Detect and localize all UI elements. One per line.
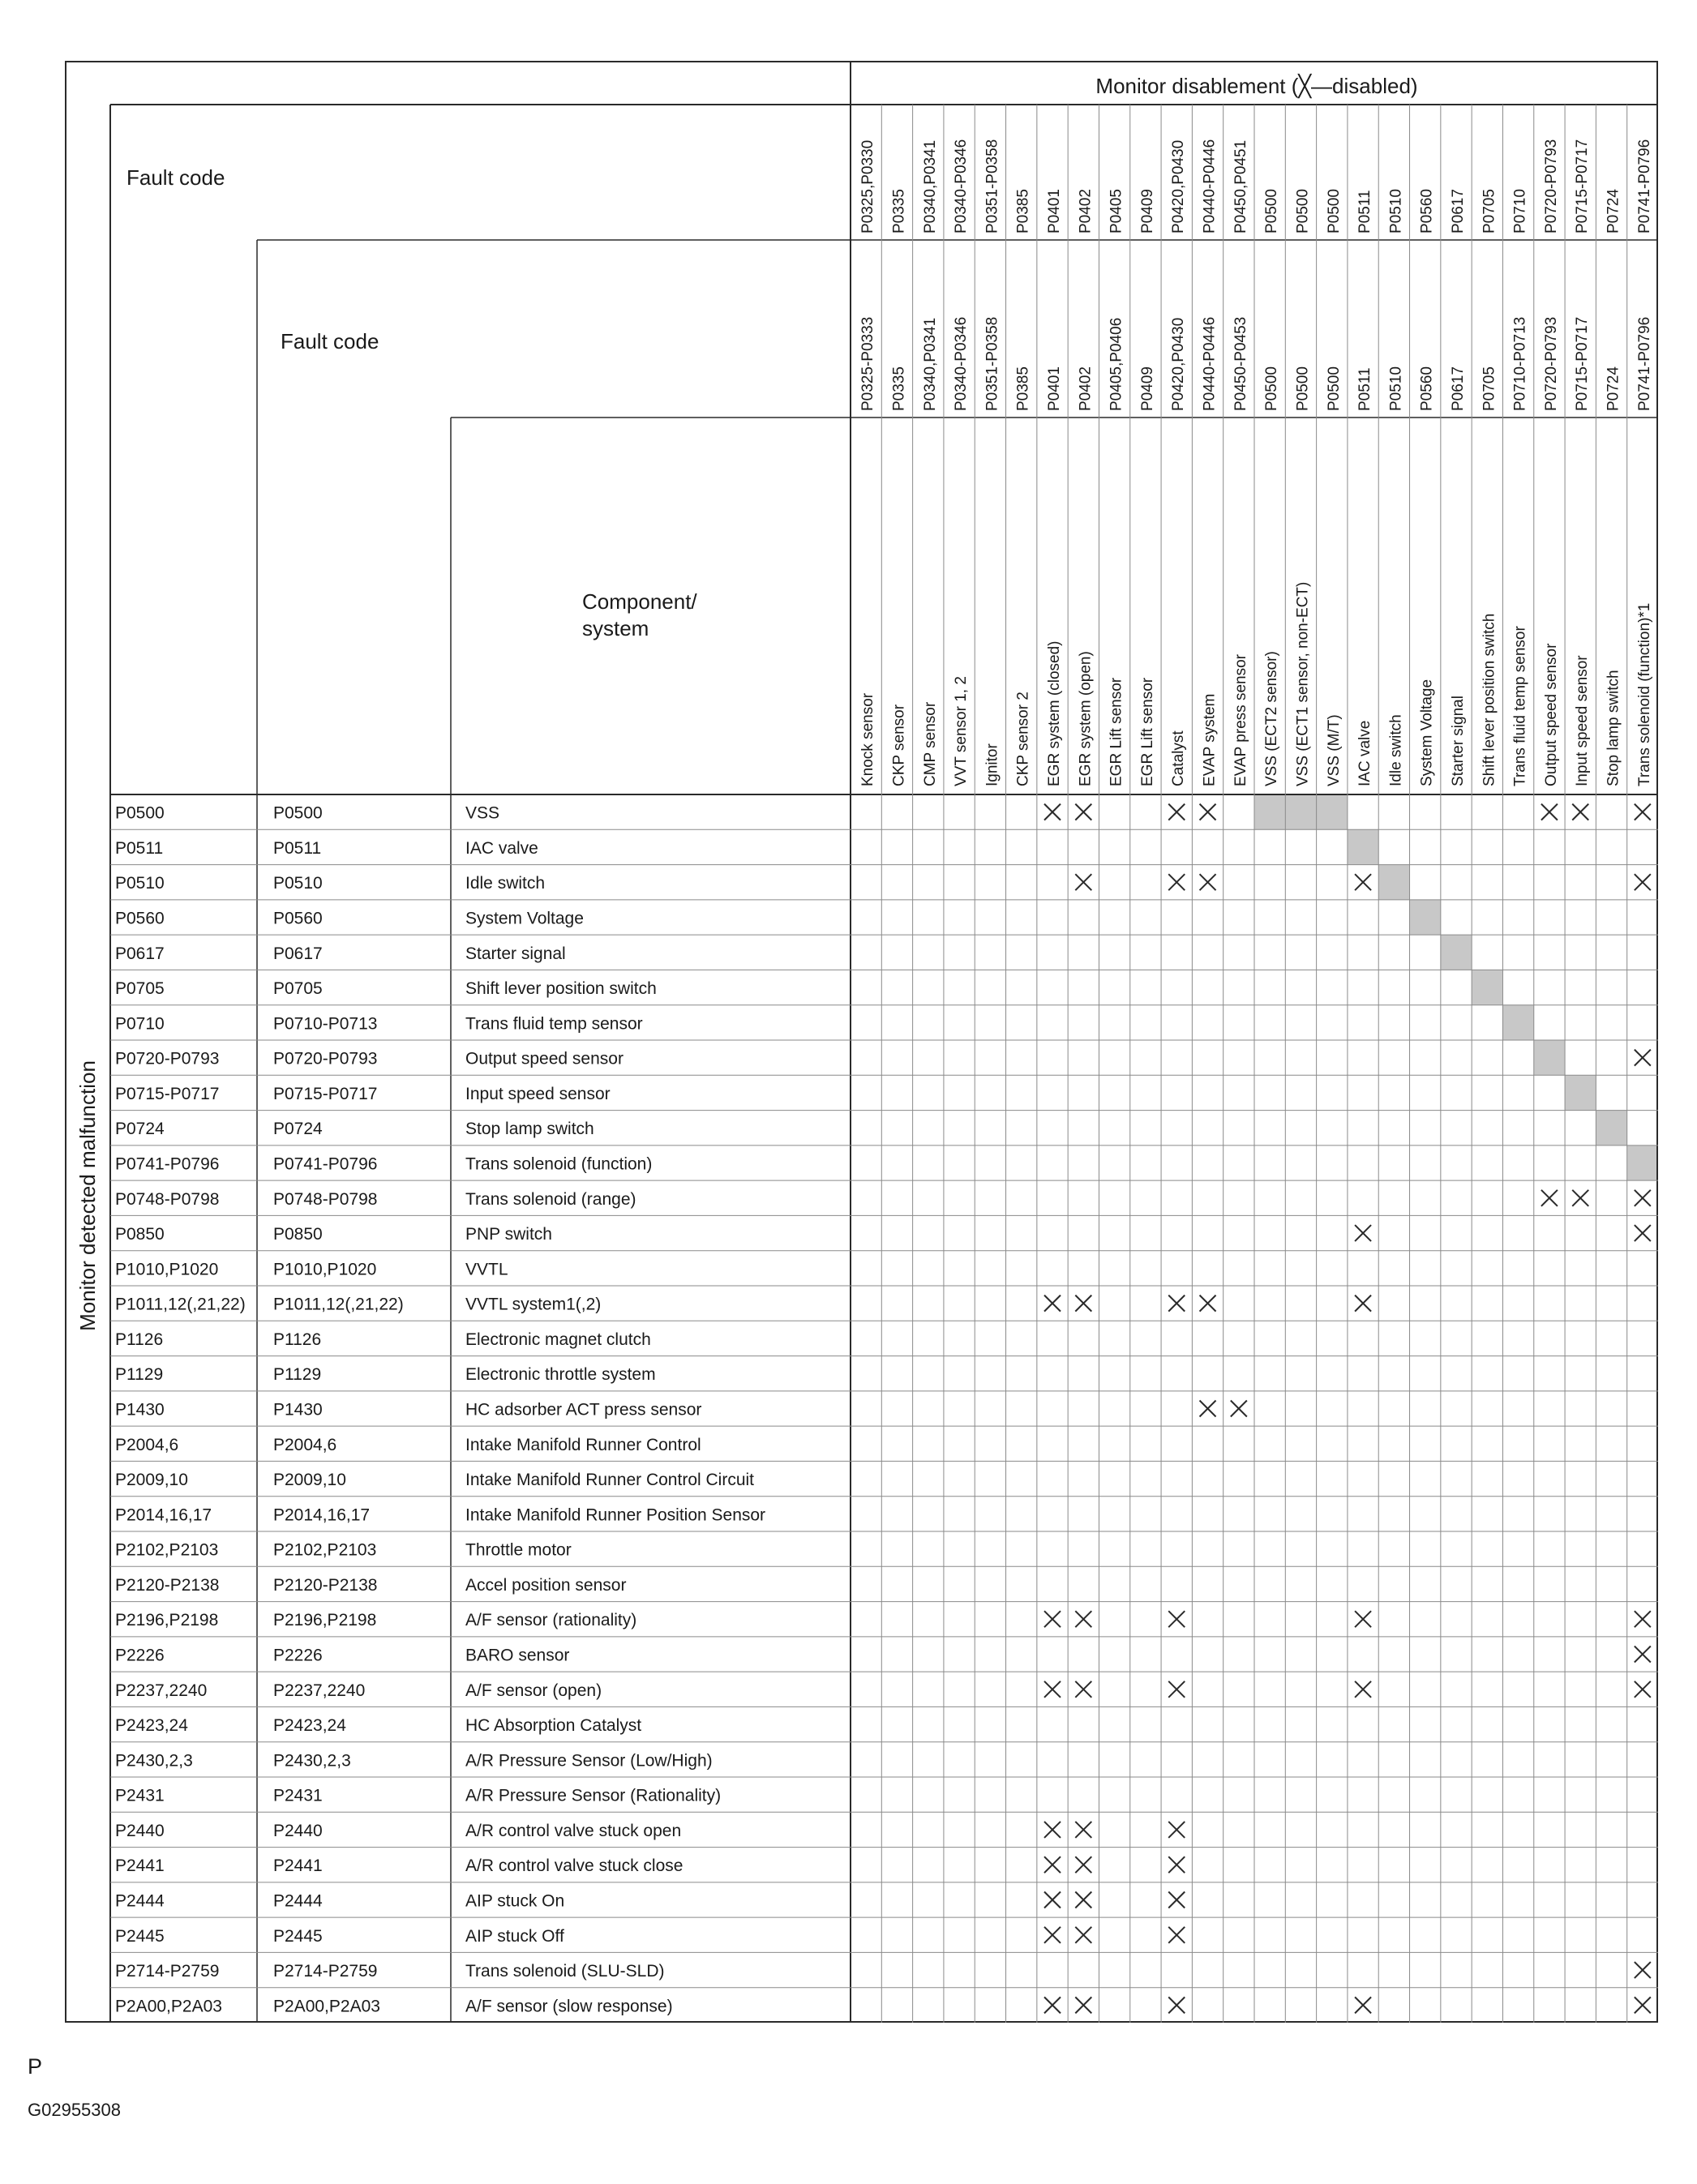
row-code-monitor: P2445 — [115, 1926, 165, 1946]
row-code-monitor: P2196,P2198 — [115, 1611, 219, 1630]
column-component-name: EVAP press sensor — [1232, 654, 1249, 786]
disabled-mark — [1044, 1997, 1061, 2013]
disabled-mark — [1200, 1401, 1216, 1417]
disabled-mark — [1075, 1892, 1091, 1908]
row-code-monitor: P0850 — [115, 1225, 165, 1244]
column-component-name: CKP sensor 2 — [1014, 692, 1032, 786]
column-component-name: Idle switch — [1387, 714, 1405, 786]
row-code-range: P2014,16,17 — [273, 1505, 371, 1525]
column-code-top: P0401 — [1046, 189, 1063, 233]
row-code-monitor: P0511 — [115, 838, 164, 858]
column-code-range: P0440-P0446 — [1201, 316, 1219, 411]
disabled-mark — [1044, 1892, 1061, 1908]
row-component: Trans fluid temp sensor — [465, 1014, 643, 1034]
column-code-top: P0510 — [1387, 189, 1405, 233]
row-component: Idle switch — [465, 874, 546, 893]
column-code-range: P0724 — [1605, 366, 1622, 411]
row-component: PNP switch — [465, 1225, 552, 1244]
row-code-range: P0705 — [273, 979, 323, 999]
row-component: A/F sensor (open) — [465, 1681, 602, 1700]
column-code-range: P0705 — [1481, 366, 1498, 411]
malfunction-table — [65, 61, 1658, 2023]
column-code-range: P0340,P0341 — [921, 317, 939, 411]
row-component: Trans solenoid (range) — [465, 1189, 636, 1209]
disabled-mark — [1355, 874, 1371, 890]
row-code-range: P0724 — [273, 1120, 323, 1139]
row-code-range: P0510 — [273, 874, 323, 893]
disabled-mark — [1075, 874, 1091, 890]
shaded-cell — [1410, 900, 1441, 935]
column-code-top: P0325,P0330 — [859, 139, 877, 233]
footer-letter: P — [28, 2054, 43, 2079]
disabled-mark — [1075, 1856, 1091, 1873]
disabled-mark — [1044, 1822, 1061, 1838]
column-code-range: P0510 — [1387, 366, 1405, 411]
row-code-range: P2226 — [273, 1646, 323, 1665]
row-component: A/R Pressure Sensor (Rationality) — [465, 1786, 722, 1805]
disabled-mark — [1635, 804, 1651, 820]
column-component-name: EGR Lift sensor — [1108, 677, 1125, 786]
column-code-top: P0715-P0717 — [1574, 139, 1592, 233]
row-code-range: P2444 — [273, 1891, 323, 1911]
row-code-monitor: P2441 — [115, 1856, 165, 1876]
column-code-range: P0500 — [1294, 366, 1312, 411]
column-code-range: P0385 — [1014, 366, 1032, 411]
disabled-mark — [1168, 1927, 1185, 1943]
column-code-top: P0710 — [1511, 189, 1529, 233]
row-code-range: P2009,10 — [273, 1471, 346, 1490]
column-code-top: P0560 — [1418, 189, 1436, 233]
row-code-monitor: P1126 — [115, 1330, 164, 1349]
disabled-mark — [1168, 1611, 1185, 1627]
column-component-name: CMP sensor — [921, 701, 939, 786]
row-component: Input speed sensor — [465, 1084, 611, 1103]
row-code-range: P2445 — [273, 1926, 323, 1946]
shaded-cell — [1348, 829, 1378, 864]
disabled-mark — [1168, 1681, 1185, 1698]
shaded-cell — [1317, 794, 1348, 829]
disabled-mark — [1168, 1856, 1185, 1873]
column-code-top: P0351-P0358 — [983, 139, 1001, 233]
column-component-name: VSS (ECT2 sensor) — [1263, 651, 1281, 786]
shaded-cells — [1254, 794, 1658, 1180]
row-component: VSS — [465, 803, 500, 823]
column-code-range: P0351-P0358 — [983, 316, 1001, 411]
disabled-mark — [1635, 1050, 1651, 1066]
row-component: Output speed sensor — [465, 1049, 624, 1068]
row-component: VVTL — [465, 1260, 508, 1279]
disabled-mark — [1075, 1997, 1091, 2013]
row-code-monitor: P2004,6 — [115, 1435, 179, 1454]
row-code-range: P0720-P0793 — [273, 1049, 378, 1068]
disabled-mark — [1572, 1190, 1588, 1206]
row-code-range: P0715-P0717 — [273, 1084, 378, 1103]
row-component: VVTL system1(,2) — [465, 1295, 602, 1314]
row-code-monitor: P0720-P0793 — [115, 1049, 220, 1068]
disabled-mark — [1075, 1611, 1091, 1627]
row-code-range: P2714-P2759 — [273, 1962, 378, 1981]
row-code-range: P2A00,P2A03 — [273, 1997, 380, 2016]
column-code-range: P0560 — [1418, 366, 1436, 411]
row-code-range: P2120-P2138 — [273, 1575, 378, 1595]
table-rows — [115, 804, 765, 2016]
row-code-monitor: P0617 — [115, 944, 165, 963]
row-code-range: P1010,P1020 — [273, 1260, 377, 1279]
disabled-mark — [1635, 1962, 1651, 1978]
row-component: Trans solenoid (SLU-SLD) — [465, 1962, 665, 1981]
column-component-name: Shift lever position switch — [1481, 613, 1498, 786]
column-code-top: P0450,P0451 — [1232, 139, 1249, 233]
disabled-mark — [1355, 1611, 1371, 1627]
row-component: HC Absorption Catalyst — [465, 1716, 642, 1736]
fault-code-label-1: Fault code — [126, 165, 225, 190]
column-code-range: P0710-P0713 — [1511, 316, 1529, 411]
row-code-range: P2237,2240 — [273, 1681, 366, 1700]
row-component: Throttle motor — [465, 1540, 572, 1560]
disabled-mark — [1168, 1892, 1185, 1908]
disabled-mark — [1355, 1225, 1371, 1241]
row-component: Electronic throttle system — [465, 1365, 656, 1385]
row-code-monitor: P2120-P2138 — [115, 1575, 220, 1595]
side-label: Monitor detected malfunction — [75, 1060, 100, 1331]
row-code-monitor: P0510 — [115, 874, 165, 893]
column-component-name: IAC valve — [1356, 720, 1374, 786]
column-component-name: EGR Lift sensor — [1138, 677, 1156, 786]
row-component: Electronic magnet clutch — [465, 1330, 651, 1349]
row-code-monitor: P2226 — [115, 1646, 165, 1665]
disabled-mark — [1168, 804, 1185, 820]
row-code-monitor: P2431 — [115, 1786, 165, 1805]
row-component: Intake Manifold Runner Control — [465, 1435, 701, 1454]
row-component: A/F sensor (slow response) — [465, 1997, 673, 2016]
disabled-mark — [1200, 874, 1216, 890]
shaded-cell — [1534, 1040, 1565, 1075]
disabled-mark — [1572, 804, 1588, 820]
disabled-mark — [1200, 804, 1216, 820]
row-code-range: P2441 — [273, 1856, 323, 1876]
column-code-top: P0440-P0446 — [1201, 139, 1219, 233]
shaded-cell — [1472, 970, 1502, 1004]
row-code-monitor: P2423,24 — [115, 1716, 188, 1736]
column-code-top: P0409 — [1138, 189, 1156, 233]
row-code-range: P2102,P2103 — [273, 1540, 377, 1560]
column-code-top: P0335 — [890, 189, 908, 233]
row-code-monitor: P2714-P2759 — [115, 1962, 220, 1981]
row-component: Shift lever position switch — [465, 979, 657, 999]
disabled-mark — [1075, 1822, 1091, 1838]
row-code-monitor: P1011,12(,21,22) — [115, 1295, 246, 1314]
column-code-top: P0340-P0346 — [953, 139, 971, 233]
column-component-name: CKP sensor — [890, 704, 908, 786]
column-component-name: VVT sensor 1, 2 — [953, 676, 971, 786]
row-code-range: P0560 — [273, 909, 323, 928]
column-code-range: P0715-P0717 — [1574, 316, 1592, 411]
row-code-monitor: P0715-P0717 — [115, 1084, 220, 1103]
column-component-name: EGR system (open) — [1077, 651, 1095, 786]
row-component: IAC valve — [465, 838, 538, 858]
column-code-range: P0500 — [1325, 366, 1343, 411]
row-component: Intake Manifold Runner Control Circuit — [465, 1471, 754, 1490]
column-code-top: P0500 — [1263, 189, 1281, 233]
column-component-name: Input speed sensor — [1574, 655, 1592, 786]
row-code-monitor: P0500 — [115, 803, 165, 823]
row-code-monitor: P1129 — [115, 1365, 164, 1385]
row-code-monitor: P0710 — [115, 1014, 165, 1034]
row-code-range: P0617 — [273, 944, 323, 963]
component-label-line-1: Component/ — [582, 589, 697, 614]
row-code-monitor: P0724 — [115, 1120, 165, 1139]
row-code-monitor: P0560 — [115, 909, 165, 928]
disabled-mark — [1075, 804, 1091, 820]
fault-code-label-2: Fault code — [281, 329, 379, 353]
row-code-monitor: P2102,P2103 — [115, 1540, 219, 1560]
column-component-name: EGR system (closed) — [1046, 640, 1063, 786]
disabled-mark — [1044, 1611, 1061, 1627]
column-code-range: P0402 — [1077, 366, 1095, 411]
row-component: Accel position sensor — [465, 1575, 627, 1595]
column-code-range: P0720-P0793 — [1542, 316, 1560, 411]
column-component-name: EVAP system — [1201, 693, 1219, 786]
row-code-monitor: P1010,P1020 — [115, 1260, 219, 1279]
disabled-mark — [1075, 1927, 1091, 1943]
disabled-mark — [1044, 1927, 1061, 1943]
column-code-top: P0405 — [1108, 189, 1125, 233]
row-code-monitor: P0748-P0798 — [115, 1189, 220, 1209]
column-code-range: P0409 — [1138, 366, 1156, 411]
disabled-mark — [1635, 1225, 1651, 1241]
column-code-top: P0511 — [1356, 190, 1374, 233]
column-component-name: Trans fluid temp sensor — [1511, 626, 1529, 786]
shaded-cell — [1285, 794, 1316, 829]
figure-code: G02955308 — [28, 2100, 121, 2120]
column-code-range: P0335 — [890, 366, 908, 411]
row-component: A/R control valve stuck open — [465, 1821, 682, 1840]
row-component: Intake Manifold Runner Position Sensor — [465, 1505, 766, 1525]
disabled-mark — [1075, 1681, 1091, 1698]
disabled-mark — [1355, 1295, 1371, 1312]
column-code-range: P0617 — [1450, 366, 1467, 411]
row-code-range: P0748-P0798 — [273, 1189, 378, 1209]
row-code-range: P2431 — [273, 1786, 323, 1805]
disabled-mark — [1355, 1681, 1371, 1698]
shaded-cell — [1596, 1111, 1626, 1146]
shaded-cell — [1441, 935, 1472, 970]
row-code-range: P1129 — [273, 1365, 322, 1385]
disabled-mark — [1635, 1997, 1651, 2013]
column-code-range: P0405,P0406 — [1108, 317, 1125, 411]
disabled-mark — [1168, 1295, 1185, 1312]
row-code-monitor: P2009,10 — [115, 1471, 188, 1490]
column-code-range: P0500 — [1263, 366, 1281, 411]
shaded-cell — [1378, 865, 1409, 900]
disabled-mark — [1635, 1647, 1651, 1663]
disabled-mark — [1635, 1611, 1651, 1627]
column-code-range: P0420,P0430 — [1170, 317, 1188, 411]
row-component: A/F sensor (rationality) — [465, 1611, 637, 1630]
disabled-mark — [1355, 1997, 1371, 2013]
disabled-mark — [1200, 1295, 1216, 1312]
row-code-range: P1430 — [273, 1400, 323, 1420]
component-label-line-2: system — [582, 616, 649, 640]
row-component: System Voltage — [465, 909, 584, 928]
disabled-mark — [1635, 874, 1651, 890]
column-code-top: P0420,P0430 — [1170, 139, 1188, 233]
column-code-top: P0617 — [1450, 189, 1467, 233]
row-code-monitor: P2A00,P2A03 — [115, 1997, 222, 2016]
row-code-range: P2423,24 — [273, 1716, 346, 1736]
column-code-top: P0720-P0793 — [1542, 139, 1560, 233]
column-code-range: P0340-P0346 — [953, 316, 971, 411]
column-code-range: P0511 — [1356, 367, 1374, 411]
column-code-range: P0450-P0453 — [1232, 316, 1249, 411]
row-code-monitor: P2237,2240 — [115, 1681, 208, 1700]
disabled-mark — [1168, 1997, 1185, 2013]
row-code-range: P0710-P0713 — [273, 1014, 378, 1034]
row-code-range: P2430,2,3 — [273, 1751, 351, 1771]
row-component: A/R Pressure Sensor (Low/High) — [465, 1751, 713, 1771]
monitor-title: Monitor disablement (╳—disabled) — [1095, 74, 1418, 98]
column-code-range: P0741-P0796 — [1635, 316, 1653, 411]
disabled-mark — [1635, 1681, 1651, 1698]
column-code-range: P0325-P0333 — [859, 316, 877, 411]
row-component: BARO sensor — [465, 1646, 570, 1665]
row-code-monitor: P2430,2,3 — [115, 1751, 193, 1771]
disabled-mark — [1044, 804, 1061, 820]
column-code-top: P0724 — [1605, 189, 1622, 233]
row-code-monitor: P2014,16,17 — [115, 1505, 212, 1525]
row-code-monitor: P1430 — [115, 1400, 165, 1420]
column-code-top: P0385 — [1014, 189, 1032, 233]
row-component: Starter signal — [465, 944, 566, 963]
row-component: A/R control valve stuck close — [465, 1856, 684, 1876]
disabled-mark — [1168, 1822, 1185, 1838]
column-component-name: Trans solenoid (function)*1 — [1635, 602, 1653, 786]
disabled-mark — [1044, 1295, 1061, 1312]
column-component-name: Stop lamp switch — [1605, 670, 1622, 786]
row-component: HC adsorber ACT press sensor — [465, 1400, 702, 1420]
shaded-cell — [1627, 1146, 1658, 1180]
disabled-mark — [1044, 1856, 1061, 1873]
disabled-mark — [1541, 804, 1558, 820]
malfunction-table-container — [65, 61, 1658, 2023]
row-code-monitor: P2440 — [115, 1821, 165, 1840]
shaded-cell — [1254, 794, 1285, 829]
column-component-name: VSS (M/T) — [1325, 714, 1343, 786]
row-code-range: P2004,6 — [273, 1435, 337, 1454]
row-code-monitor: P0741-P0796 — [115, 1154, 220, 1174]
shaded-cell — [1502, 1005, 1533, 1040]
column-code-top: P0402 — [1077, 189, 1095, 233]
column-component-name: Ignitor — [983, 743, 1001, 786]
row-code-range: P0741-P0796 — [273, 1154, 378, 1174]
column-code-range: P0401 — [1046, 366, 1063, 411]
column-code-top: P0340,P0341 — [921, 139, 939, 233]
disabled-mark — [1635, 1190, 1651, 1206]
row-code-monitor: P2444 — [115, 1891, 165, 1911]
column-component-name: Catalyst — [1170, 730, 1188, 786]
row-code-range: P0850 — [273, 1225, 323, 1244]
row-component: Stop lamp switch — [465, 1120, 594, 1139]
column-component-name: VSS (ECT1 sensor, non-ECT) — [1294, 581, 1312, 786]
disabled-mark — [1168, 874, 1185, 890]
row-code-range: P0511 — [273, 838, 322, 858]
row-code-range: P0500 — [273, 803, 323, 823]
column-code-top: P0500 — [1294, 189, 1312, 233]
shaded-cell — [1565, 1075, 1596, 1110]
disabled-mark — [1075, 1295, 1091, 1312]
column-code-top: P0705 — [1481, 189, 1498, 233]
row-component: AIP stuck On — [465, 1891, 565, 1911]
column-component-name: System Voltage — [1418, 679, 1436, 786]
row-component: AIP stuck Off — [465, 1926, 564, 1946]
row-code-range: P1011,12(,21,22) — [273, 1295, 404, 1314]
row-component: Trans solenoid (function) — [465, 1154, 653, 1174]
column-component-name: Starter signal — [1450, 696, 1467, 786]
column-component-name: Output speed sensor — [1542, 643, 1560, 786]
disabled-mark — [1231, 1401, 1247, 1417]
disabled-mark — [1541, 1190, 1558, 1206]
row-code-monitor: P0705 — [115, 979, 165, 999]
row-code-range: P2196,P2198 — [273, 1611, 377, 1630]
disabled-mark — [1044, 1681, 1061, 1698]
row-code-range: P2440 — [273, 1821, 323, 1840]
row-code-range: P1126 — [273, 1330, 322, 1349]
column-code-top: P0741-P0796 — [1635, 139, 1653, 233]
column-component-name: Knock sensor — [859, 692, 877, 786]
column-code-top: P0500 — [1325, 189, 1343, 233]
